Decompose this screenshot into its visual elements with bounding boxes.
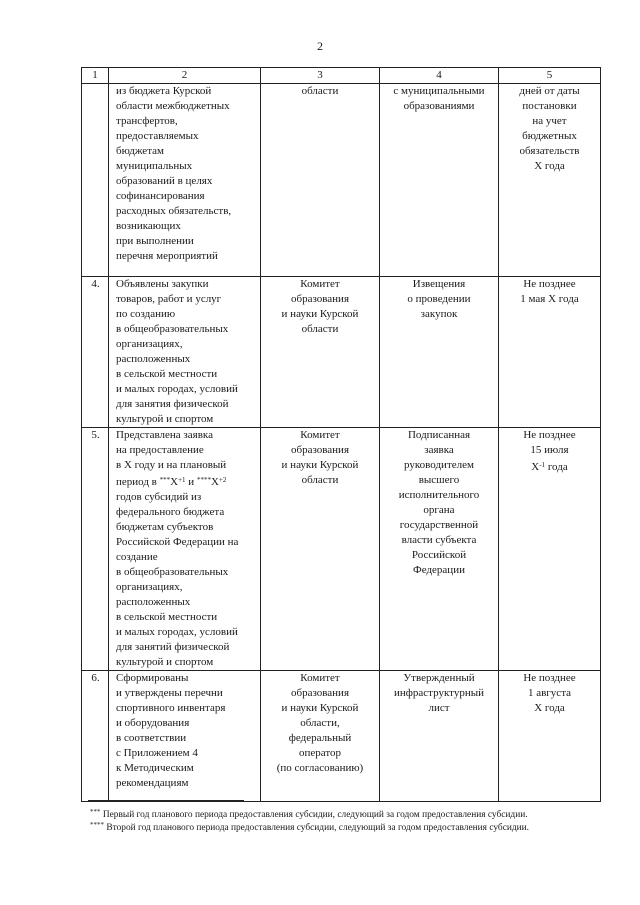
responsible-cell: Комитет образования и науки Курской области (261, 428, 380, 671)
responsible-cell: Комитет образования и науки Курской области, федеральный оператор (по согласованию) (261, 671, 380, 802)
deadline-cell (499, 428, 601, 671)
deadline-line-2: 15 июля (530, 444, 569, 456)
column-header-2: 2 (109, 68, 261, 84)
planned-period-line: период в $^{***}X^{+1}$ и $^{****}X^{+2}$ (116, 476, 227, 488)
row-number-cell: 4. (82, 277, 109, 428)
deadline-line-3: $X^{-1}$ года (531, 461, 568, 473)
page-number: 2 (317, 39, 323, 53)
table-row (82, 84, 601, 277)
row-number-cell (82, 84, 109, 277)
event-cell: Сформированы и утверждены перечни спортивного инвентаря и оборудования в соответствии с Приложением 4 к Методическим рекомендациям (109, 671, 261, 802)
document-cell: с муниципальными образованиями (380, 84, 499, 277)
column-header-5: 5 (499, 68, 601, 84)
responsible-cell: Комитет образования и науки Курской области (261, 277, 380, 428)
event-cell: Представлена заявка на предоставление в X году и на плановый период в $^{***}X^{+1}$ и $^{****}X^{+2}$ годов субсидий из федерального бюджета бюджетам субъектов Российской Федерации на создание в общеобразовательных организациях, расположенных в сельской местности и малых городах, условий для занятий физической культурой и спортом (109, 428, 261, 671)
table-row (82, 428, 601, 671)
document-cell: Извещения о проведении закупок (380, 277, 499, 428)
row-number-cell: 5. (82, 428, 109, 671)
deadline-line-1: Не позднее (523, 429, 576, 441)
event-cell: из бюджета Курской области межбюджетных трансфертов, предоставляемых бюджетам муниципальных образований в целях софинансирования расходных обязательств, возникающих при выполнении перечня мероприятий (109, 84, 261, 277)
events-table (81, 67, 601, 802)
table-row (82, 671, 601, 802)
document-cell: Подписанная заявка руководителем высшего исполнительного органа государственной власти субъекта Российской Федерации (380, 428, 499, 671)
deadline-cell: дней от даты постановки на учет бюджетных обязательств X года (499, 84, 601, 277)
row-number-cell: 6. (82, 671, 109, 802)
table-row (82, 277, 601, 428)
column-header-3: 3 (261, 68, 380, 84)
deadline-cell: Не позднее 1 августа X года (499, 671, 601, 802)
footnote-divider (88, 800, 244, 801)
column-header-4: 4 (380, 68, 499, 84)
responsible-cell: области (261, 84, 380, 277)
footnote-1: *** Первый год планового периода предоставления субсидии, следующий за годом предоставления субсидии. (90, 808, 528, 820)
document-cell: Утвержденный инфраструктурный лист (380, 671, 499, 802)
column-header-1: 1 (82, 68, 109, 84)
event-cell: Объявлены закупки товаров, работ и услуг по созданию в общеобразовательных организациях, расположенных в сельской местности и малых городах, условий для занятия физической культурой и спортом (109, 277, 261, 428)
footnote-2: **** Второй год планового периода предоставления субсидии, следующий за годом предоставления субсидии. (90, 821, 530, 833)
deadline-cell: Не позднее 1 мая X года (499, 277, 601, 428)
table-header-row (82, 68, 601, 84)
